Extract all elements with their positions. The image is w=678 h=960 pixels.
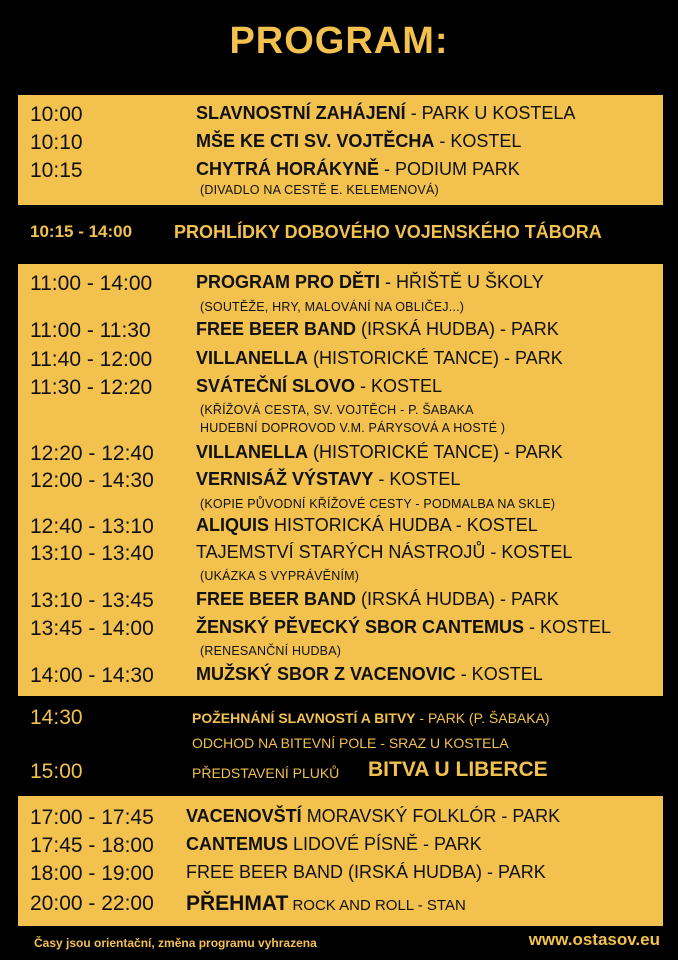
black-1-big: BITVA U LIBERCE	[368, 758, 548, 781]
box2-8-time: 13:10 - 13:45	[30, 589, 154, 612]
box1-2-bold: CHYTRÁ HORÁKYNĚ	[196, 159, 380, 179]
box3-0-bold: VACENOVŠTÍ	[186, 806, 302, 826]
box2-1-time: 11:00 - 11:30	[30, 319, 151, 342]
box1-0-time: 10:00	[30, 103, 83, 126]
black-0-bold: POŽEHNÁNÍ SLAVNOSTÍ A BITVY	[192, 710, 416, 726]
box2-7-sub: (UKÁZKA S VYPRÁVĚNÍM)	[200, 569, 360, 583]
box3-2-rest: FREE BEER BAND (IRSKÁ HUDBA) - PARK	[186, 862, 546, 882]
box1-2-rest: - PODIUM PARK	[379, 159, 520, 179]
box2-3-time: 11:30 - 12:20	[30, 376, 153, 399]
box1-1-rest: - KOSTEL	[434, 131, 522, 151]
box3-0-rest: MORAVSKÝ FOLKLÓR - PARK	[301, 806, 561, 826]
footer-url[interactable]: www.ostasov.eu	[528, 930, 660, 949]
box2-7-time: 13:10 - 13:40	[30, 542, 154, 565]
box2-5-time: 12:00 - 14:30	[30, 469, 154, 492]
box2-10-time: 14:00 - 14:30	[30, 664, 154, 687]
black-0-line2: ODCHOD NA BITEVNÍ POLE - SRAZ U KOSTELA	[192, 735, 509, 751]
box2-2-time: 11:40 - 12:00	[30, 348, 153, 371]
box2-0-rest: - HŘIŠTĚ U ŠKOLY	[380, 272, 544, 292]
box2-5-rest: - KOSTEL	[373, 469, 461, 489]
box-evening	[18, 796, 663, 926]
black-0-time: 14:30	[30, 706, 83, 729]
box1-2-time: 10:15	[30, 159, 83, 182]
footer-note: Časy jsou orientační, změna programu vyhrazena	[34, 936, 317, 950]
box2-6-bold: ALIQUIS	[196, 515, 270, 535]
box2-3-sub2: HUDEBNÍ DOPROVOD V.M. PÁRYSOVÁ A HOSTÉ )	[200, 421, 506, 435]
box2-0-time: 11:00 - 14:00	[30, 272, 153, 295]
box2-3-sub: (KŘÍŽOVÁ CESTA, SV. VOJTĚCH - P. ŠABAKA	[200, 403, 474, 417]
box2-0-sub: (SOUTĚŽE, HRY, MALOVÁNÍ NA OBLIČEJ...)	[200, 300, 465, 314]
box2-1-bold: FREE BEER BAND	[196, 319, 357, 339]
afternoon-black-section	[0, 706, 678, 792]
box1-1-bold: MŠE KE CTI SV. VOJTĚCHA	[196, 131, 435, 151]
box2-1-rest: (IRSKÁ HUDBA) - PARK	[356, 319, 559, 339]
box2-9-bold: ŽENSKÝ PĚVECKÝ SBOR CANTEMUS	[196, 617, 525, 637]
box2-8-bold: FREE BEER BAND	[196, 589, 357, 609]
box2-6-time: 12:40 - 13:10	[30, 515, 154, 538]
box3-0-time: 17:00 - 17:45	[30, 806, 154, 829]
box1-0-rest: - PARK U KOSTELA	[405, 103, 576, 123]
band-time: 10:15 - 14:00	[30, 222, 133, 241]
box2-2-rest: (HISTORICKÉ TANCE) - PARK	[308, 348, 563, 368]
box2-4-rest: (HISTORICKÉ TANCE) - PARK	[308, 442, 563, 462]
box2-10-rest: - KOSTEL	[455, 664, 543, 684]
box2-0-bold: PROGRAM PRO DĚTI	[196, 272, 381, 292]
box2-5-sub: (KOPIE PŮVODNÍ KŘÍŽOVÉ CESTY - PODMALBA NA SKLE)	[200, 497, 556, 511]
box3-1-bold: CANTEMUS	[186, 834, 288, 854]
black-1-time: 15:00	[30, 760, 83, 783]
box2-10-bold: MUŽSKÝ SBOR Z VACENOVIC	[196, 664, 456, 684]
box2-6-rest: HISTORICKÁ HUDBA - KOSTEL	[269, 515, 538, 535]
black-0-rest: - PARK (P. ŠABAKA)	[415, 710, 550, 726]
box2-4-bold: VILLANELLA	[196, 442, 308, 462]
box-morning	[18, 95, 663, 205]
box3-1-rest: LIDOVÉ PÍSNĚ - PARK	[288, 834, 482, 854]
box2-2-bold: VILLANELLA	[196, 348, 308, 368]
box2-4-time: 12:20 - 12:40	[30, 442, 154, 465]
box2-9-sub: (RENESANČNÍ HUDBA)	[200, 644, 342, 658]
band-text: PROHLÍDKY DOBOVÉHO VOJENSKÉHO TÁBORA	[174, 222, 602, 242]
box3-1-time: 17:45 - 18:00	[30, 834, 154, 857]
box3-3-rest: ROCK AND ROLL - STAN	[288, 897, 466, 914]
box2-9-time: 13:45 - 14:00	[30, 617, 154, 640]
box1-2-sub: (DIVADLO NA CESTĚ E. KELEMENOVÁ)	[200, 183, 439, 197]
box2-9-rest: - KOSTEL	[524, 617, 612, 637]
box2-5-bold: VERNISÁŽ VÝSTAVY	[196, 469, 374, 489]
box3-2-time: 18:00 - 19:00	[30, 862, 154, 885]
box1-1-time: 10:10	[30, 131, 83, 154]
box-midday	[18, 264, 663, 696]
box2-8-rest: (IRSKÁ HUDBA) - PARK	[356, 589, 559, 609]
page-title: PROGRAM:	[229, 20, 449, 62]
black-1-lead: PŘEDSTAVENÍ PLUKŮ	[192, 765, 340, 781]
box3-3-time: 20:00 - 22:00	[30, 892, 154, 915]
box2-3-rest: - KOSTEL	[355, 376, 443, 396]
box2-3-bold: SVÁTEČNÍ SLOVO	[196, 376, 356, 396]
box2-7-rest: TAJEMSTVÍ STARÝCH NÁSTROJŮ - KOSTEL	[196, 542, 573, 562]
box3-3-bold: PŘEHMAT	[186, 892, 289, 915]
box1-0-bold: SLAVNOSTNÍ ZAHÁJENÍ	[196, 103, 406, 123]
